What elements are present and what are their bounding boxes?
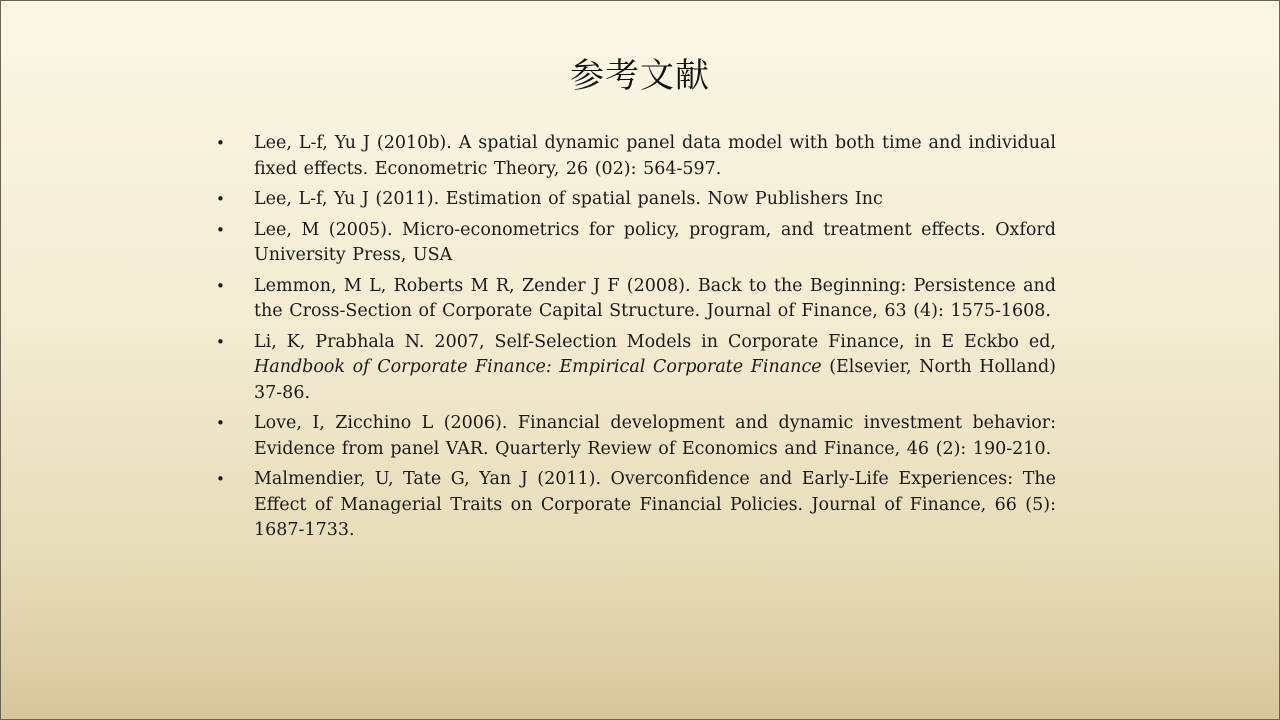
reference-book-title: Handbook of Corporate Finance: Empirical Corporate Finance xyxy=(254,357,822,377)
reference-text: Lee, L-f, Yu J (2011). Estimation of spatial panels. Now Publishers Inc xyxy=(254,189,883,209)
bullet-icon: • xyxy=(216,414,225,432)
bullet-icon: • xyxy=(216,332,225,351)
slide-title: 参考文献 xyxy=(570,56,710,96)
bullet-icon: • xyxy=(216,190,225,208)
reference-item xyxy=(214,467,1056,544)
bullet-icon: • xyxy=(216,470,225,488)
reference-text: Lemmon, M L, Roberts M R, Zender J F (2008). Back to the Beginning: Persistence and the Cross-Section of Corporate Capital Structure. Journal of Finance, 63 (4): 1575-1608. xyxy=(254,275,1056,321)
reference-text: Malmendier, U, Tate G, Yan J (2011). Overconfidence and Early-Life Experiences: The Effect of Managerial Traits on Corporate Financial Policies. Journal of Finance, 66 (5): 1687-1733. xyxy=(254,469,1056,540)
reference-item xyxy=(214,187,1056,213)
bullet-icon: • xyxy=(216,220,225,239)
reference-item xyxy=(214,330,1056,407)
reference-item xyxy=(214,218,1056,269)
reference-list xyxy=(214,131,1056,549)
reference-text: Lee, M (2005). Micro-econometrics for policy, program, and treatment effects. Oxford University Press, USA xyxy=(254,219,1056,265)
reference-text-pre: Li, K, Prabhala N. 2007, Self-Selection Models in Corporate Finance, in E Eckbo ed, xyxy=(254,331,1056,352)
reference-item xyxy=(214,131,1056,182)
reference-text-post: (Elsevier, North Holland) 37-86. xyxy=(254,357,1056,403)
bullet-icon: • xyxy=(216,276,225,295)
reference-item xyxy=(214,274,1056,325)
reference-item xyxy=(214,411,1056,462)
bullet-icon: • xyxy=(216,134,225,152)
reference-text: Lee, L-f, Yu J (2010b). A spatial dynamic panel data model with both time and individual fixed effects. Econometric Theory, 26 (02): 564-597. xyxy=(254,133,1056,179)
reference-text: Love, I, Zicchino L (2006). Financial development and dynamic investment behavior: Evidence from panel VAR. Quarterly Review of Economics and Finance, 46 (2): 190-210. xyxy=(254,413,1056,459)
